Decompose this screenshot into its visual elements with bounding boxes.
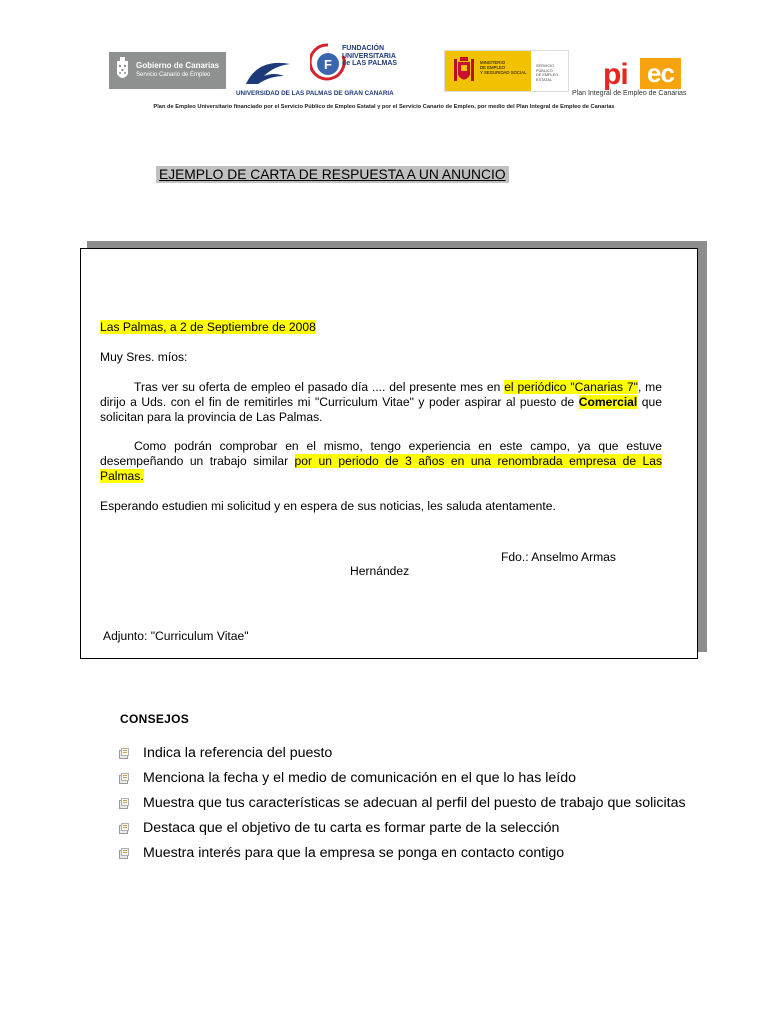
letter-p1-text-a: Tras ver su oferta de empleo el pasado día .... del presente mes en xyxy=(134,380,505,394)
sepe-text xyxy=(536,64,568,82)
sepe-line: SERVICIO PÚBLICO xyxy=(536,64,555,73)
bullet-icon xyxy=(119,823,129,834)
ulpgc-fundacion-logo xyxy=(236,42,406,100)
list-item xyxy=(118,816,698,841)
bullet-icon xyxy=(119,848,129,859)
letter-job-title: Comercial xyxy=(578,395,638,409)
consejo-text: Muestra interés para que la empresa se ponga en contacto contigo xyxy=(143,845,565,861)
ministerio-line: Y SEGURIDAD SOCIAL xyxy=(480,70,527,75)
list-item xyxy=(118,791,698,816)
sepe-line: DE EMPLEO ESTATAL xyxy=(536,73,559,82)
consejo-text: Destaca que el objetivo de tu carta es formar parte de la selección xyxy=(143,820,560,836)
list-item xyxy=(118,766,698,791)
consejos-heading: CONSEJOS xyxy=(120,712,190,726)
gobierno-logo-line2: Servicio Canario de Empleo xyxy=(136,72,211,78)
letter-signature-line-2: Hernández xyxy=(350,564,410,578)
letter-date xyxy=(100,320,316,335)
ulpgc-caption: UNIVERSIDAD DE LAS PALMAS DE GRAN CANARIA xyxy=(236,90,394,97)
page-title xyxy=(156,166,509,183)
ministerio-text xyxy=(480,60,526,75)
letter-p1-text-b: , me dirijo a Uds. con el fin de remitirles mi "Curriculum Vitae" y poder aspirar al puesto de xyxy=(100,380,662,409)
letter-signature-line-1: Fdo.: Anselmo Armas xyxy=(501,550,616,564)
letter-p1-highlight: el periódico "Canarias 7" xyxy=(504,380,638,394)
ministerio-line: MINISTERIO xyxy=(480,60,506,65)
consejo-text: Indica la referencia del puesto xyxy=(143,745,333,761)
canarias-crest-icon xyxy=(115,57,130,84)
piec-caption: Plan Integral de Empleo de Canarias xyxy=(572,90,687,97)
letter-paragraph-1 xyxy=(100,380,662,425)
letter-attachment: Adjunto: "Curriculum Vitae" xyxy=(103,629,249,643)
page-title-text: EJEMPLO DE CARTA DE RESPUESTA A UN ANUNCIO xyxy=(159,167,506,182)
list-item xyxy=(118,741,698,766)
letter-p1-text-c: que solicitan para la provincia de Las Palmas. xyxy=(100,395,662,424)
letter-date-text: Las Palmas, a 2 de Septiembre de 2008 xyxy=(100,320,316,334)
fundacion-line: FUNDACIÓN xyxy=(342,45,384,52)
fundacion-line: UNIVERSITARIA xyxy=(342,52,396,60)
letter-paragraph-2 xyxy=(100,439,662,484)
plan-empleo-line: Plan de Empleo Universitario financiado por el Servicio Público de Empleo Estatal y por el Servicio Canario de Empleo, por medio del Plan Integral de Empleo de Canarias xyxy=(153,104,615,110)
piec-wordmark xyxy=(603,56,681,90)
ministerio-empleo-logo xyxy=(444,50,569,92)
piec-wordmark-pi: pi xyxy=(603,58,628,91)
svg-text:F: F xyxy=(324,57,332,72)
consejo-text: Menciona la fecha y el medio de comunicación en el que lo has leído xyxy=(143,770,576,786)
spain-shield-icon xyxy=(453,57,475,85)
fundacion-line: de LAS PALMAS xyxy=(342,60,398,67)
piec-logo xyxy=(568,56,700,102)
fundacion-emblem-icon xyxy=(310,42,346,86)
letter-greeting: Muy Sres. míos: xyxy=(100,350,188,364)
bullet-icon xyxy=(119,773,129,784)
gobierno-logo-line1: Gobierno de Canarias xyxy=(136,61,220,70)
letter-closing: Esperando estudien mi solicitud y en espera de sus noticias, les saluda atentamente. xyxy=(100,499,556,513)
consejos-list xyxy=(118,741,698,866)
bullet-icon xyxy=(119,748,129,759)
letter-p2-text: Como podrán comprobar en el mismo, tengo experiencia en este campo, ya que estuve desempeñando un trabajo similar xyxy=(100,439,662,468)
ministerio-line: DE EMPLEO xyxy=(480,65,506,70)
gobierno-canarias-logo xyxy=(109,52,226,89)
piec-wordmark-ec: ec xyxy=(640,58,681,89)
bullet-icon xyxy=(119,798,129,809)
list-item xyxy=(118,841,698,866)
letter-p2-highlight: por un periodo de 3 años en una renombrada empresa de Las Palmas. xyxy=(100,454,663,483)
fundacion-text xyxy=(342,45,397,68)
consejo-text: Muestra que tus características se adecuan al perfil del puesto de trabajo que solicitas xyxy=(143,795,686,811)
ulpgc-wave-icon xyxy=(244,54,294,86)
